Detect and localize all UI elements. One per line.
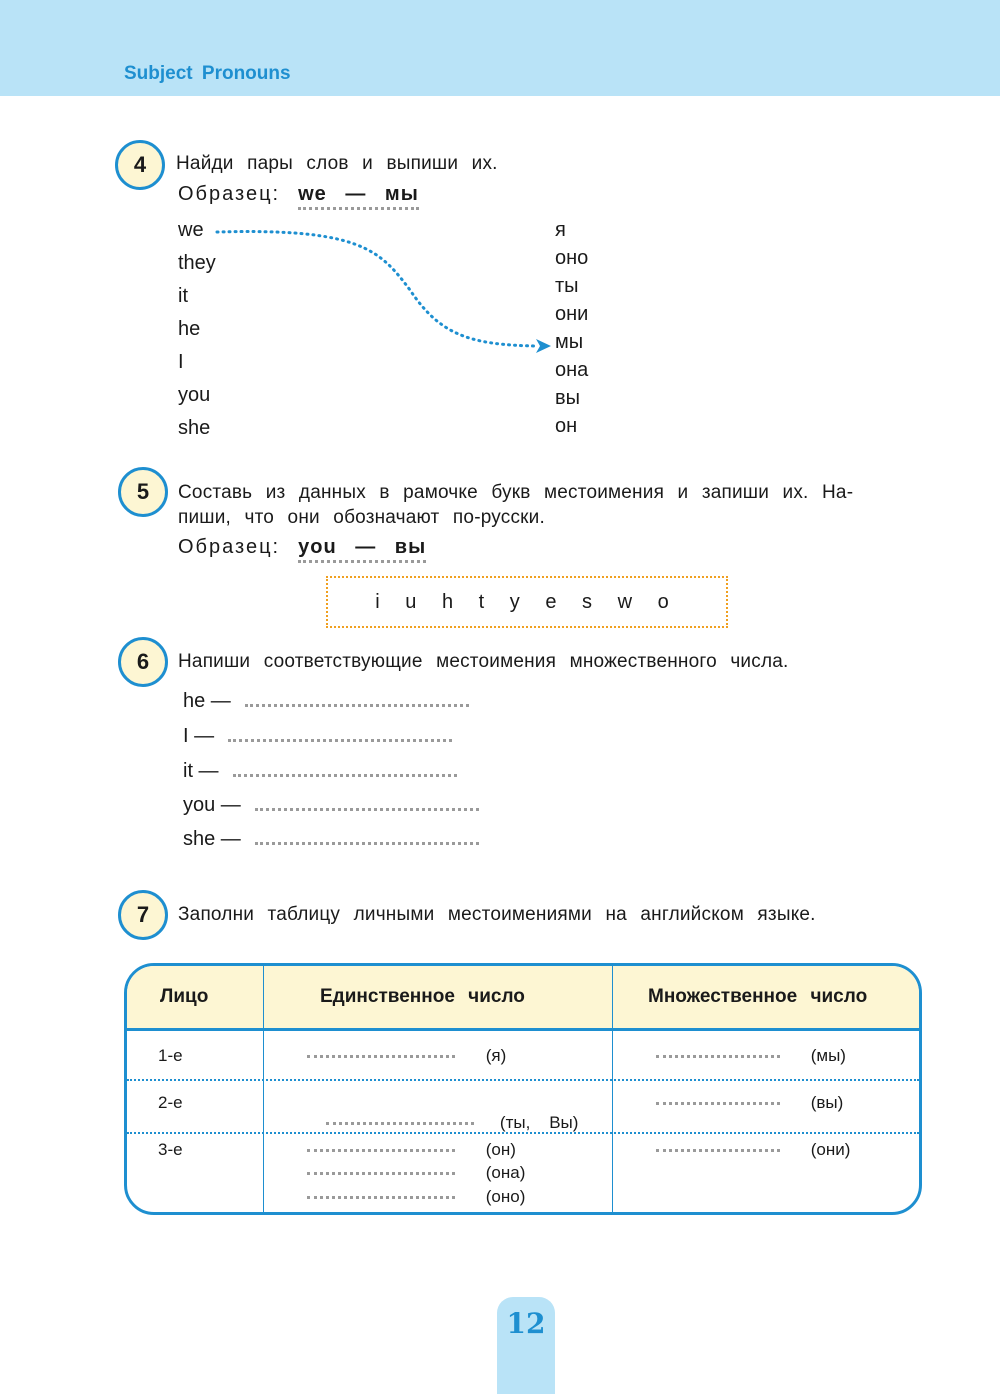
answer-blank[interactable]: [255, 808, 479, 811]
singular-cell: [307, 1163, 525, 1183]
answer-blank[interactable]: [228, 739, 452, 742]
letters-box: [326, 576, 728, 628]
english-word: I: [178, 351, 184, 373]
letters: i u h t y e s w o: [375, 590, 679, 613]
english-word: it: [178, 285, 188, 307]
answer-blank[interactable]: [656, 1055, 780, 1058]
russian-word: я: [555, 219, 566, 241]
russian-word: вы: [555, 387, 580, 409]
answer-blank[interactable]: [307, 1172, 455, 1175]
answer-blank[interactable]: [245, 704, 469, 707]
english-word: he: [178, 318, 201, 340]
fill-word: it —: [183, 760, 219, 782]
exercise-6-badge: 6: [118, 637, 168, 687]
fill-word: I —: [183, 725, 215, 747]
answer-blank[interactable]: [233, 774, 457, 777]
plural-cell: [656, 1093, 843, 1113]
russian-word: она: [555, 359, 589, 381]
fill-word: he —: [183, 690, 231, 712]
russian-word: оно: [555, 247, 589, 269]
hint: (я): [485, 1046, 507, 1065]
russian-word: он: [555, 415, 578, 437]
english-word: they: [178, 252, 216, 274]
hint: (она): [485, 1163, 526, 1182]
english-word: she: [178, 417, 211, 439]
answer-blank[interactable]: [307, 1055, 455, 1058]
sample-label: Образец:: [178, 183, 281, 205]
exercise-4-instruction: Найди пары слов и выпиши их.: [176, 153, 498, 174]
answer-blank[interactable]: [656, 1102, 780, 1105]
plural-fill-row: [183, 828, 479, 851]
answer-blank[interactable]: [307, 1149, 455, 1152]
hint: (они): [810, 1140, 851, 1159]
singular-cell: [307, 1046, 506, 1066]
column-divider: [263, 966, 264, 1212]
fill-word: you —: [183, 794, 241, 816]
fill-word: she —: [183, 828, 241, 850]
singular-cell: [307, 1187, 525, 1207]
dotted-arrow-icon: [0, 0, 1000, 500]
sample-label: Образец:: [178, 536, 281, 558]
answer-blank[interactable]: [656, 1149, 780, 1152]
hint: (мы): [810, 1046, 846, 1065]
header-person: Лицо: [160, 986, 209, 1007]
header-plural: Множественное число: [648, 986, 868, 1007]
page-number: 12: [506, 1307, 546, 1340]
person-cell: 1-е: [158, 1046, 183, 1065]
singular-cell: [307, 1140, 516, 1160]
exercise-7-badge: 7: [118, 890, 168, 940]
exercise-5-sample: [178, 536, 426, 559]
answer-blank[interactable]: [326, 1122, 474, 1125]
person-cell: 2-е: [158, 1093, 183, 1112]
pronoun-table: [124, 963, 922, 1215]
plural-cell: [656, 1046, 846, 1066]
russian-word: мы: [555, 331, 584, 353]
person-cell: 3-е: [158, 1140, 183, 1159]
sample-value: you — вы: [298, 536, 426, 563]
exercise-7-instruction: Заполни таблицу личными местоимениями на английском языке.: [178, 904, 816, 925]
plural-fill-row: [183, 760, 457, 783]
plural-cell: [656, 1140, 850, 1160]
column-divider: [612, 966, 613, 1212]
exercise-5-badge: 5: [118, 467, 168, 517]
plural-fill-row: [183, 725, 452, 748]
hint: (вы): [810, 1093, 844, 1112]
plural-fill-row: [183, 794, 479, 817]
sample-value: we — мы: [298, 183, 419, 210]
exercise-6-instruction: Напиши соответствующие местоимения множественного числа.: [178, 651, 789, 672]
page-number-tab: [497, 1297, 555, 1394]
section-title: Subject Pronouns: [124, 63, 291, 84]
english-word: you: [178, 384, 211, 406]
table-header: [127, 966, 919, 1031]
answer-blank[interactable]: [255, 842, 479, 845]
header-singular: Единственное число: [320, 986, 525, 1007]
plural-fill-row: [183, 690, 469, 713]
hint: (оно): [485, 1187, 526, 1206]
exercise-4-badge: 4: [115, 140, 165, 190]
row-divider: [127, 1079, 919, 1081]
english-word: we: [178, 219, 204, 241]
russian-word: они: [555, 303, 589, 325]
exercise-5-instruction-line-1: Составь из данных в рамочке букв местоимения и запиши их. На-: [178, 482, 854, 503]
answer-blank[interactable]: [307, 1196, 455, 1199]
exercise-5-instruction-line-2: пиши, что они обозначают по-русски.: [178, 507, 545, 528]
russian-word: ты: [555, 275, 579, 297]
hint: (он): [485, 1140, 516, 1159]
hint: (ты, Вы): [499, 1113, 579, 1132]
